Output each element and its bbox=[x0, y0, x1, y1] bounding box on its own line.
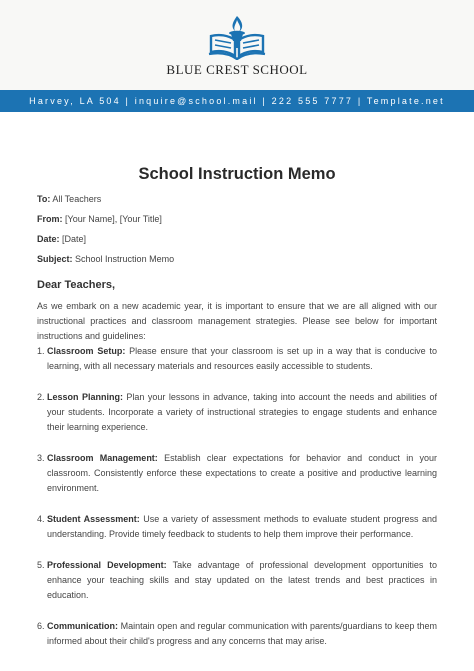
from-value: [Your Name], [Your Title] bbox=[65, 214, 162, 224]
to-line bbox=[37, 189, 437, 209]
from-line bbox=[37, 209, 437, 229]
list-item bbox=[37, 451, 437, 496]
item-number: 2. bbox=[37, 392, 45, 402]
date-label: Date: bbox=[37, 234, 60, 244]
item-number: 6. bbox=[37, 621, 45, 631]
memo-title: School Instruction Memo bbox=[138, 165, 336, 183]
school-logo-icon bbox=[208, 14, 266, 60]
greeting: Dear Teachers, bbox=[37, 279, 116, 291]
item-title: Classroom Management: bbox=[47, 453, 158, 463]
contact-banner: Harvey, LA 504 | inquire@school.mail | 222 555 7777 | Template.net bbox=[0, 90, 474, 112]
memo-meta bbox=[37, 189, 437, 269]
date-line bbox=[37, 229, 437, 249]
memo-content bbox=[0, 165, 474, 655]
list-item bbox=[37, 512, 437, 542]
list-item bbox=[37, 390, 437, 435]
instruction-list bbox=[37, 344, 437, 649]
list-item bbox=[37, 344, 437, 374]
to-label: To: bbox=[37, 194, 51, 204]
item-text: Take advantage of professional development opportunities to enhance your teaching skills and stay updated on the latest trends and best practices in education. bbox=[47, 560, 438, 600]
item-number: 1. bbox=[37, 346, 45, 356]
list-item bbox=[37, 619, 437, 649]
subject-value: School Instruction Memo bbox=[75, 254, 175, 264]
list-item bbox=[37, 558, 437, 603]
item-text: Plan your lessons in advance, taking into account the needs and abilities of your students. Incorporate a variety of instructional strategies to engage students and enhance their learning experience. bbox=[47, 392, 437, 432]
from-label: From: bbox=[37, 214, 63, 224]
item-title: Professional Development: bbox=[47, 560, 167, 570]
item-title: Communication: bbox=[47, 621, 118, 631]
date-value: [Date] bbox=[62, 234, 87, 244]
item-text: Establish clear expectations for behavior and conduct in your classroom. Consistently enforce these expectations to create a positive and productive learning environment. bbox=[47, 453, 437, 493]
subject-line bbox=[37, 249, 437, 269]
item-number: 4. bbox=[37, 514, 45, 524]
item-text: Use a variety of assessment methods to evaluate student progress and understanding. Provide timely feedback to students to help them improve their performance. bbox=[47, 514, 437, 539]
item-title: Student Assessment: bbox=[47, 514, 140, 524]
to-value: All Teachers bbox=[52, 194, 102, 204]
intro-paragraph: As we embark on a new academic year, it is important to ensure that we are all aligned with our instructional practices and classroom management strategies. Please see below for important instructions and guidelines: bbox=[37, 301, 437, 341]
subject-label: Subject: bbox=[37, 254, 73, 264]
item-title: Classroom Setup: bbox=[47, 346, 126, 356]
school-name: BLUE CREST SCHOOL bbox=[166, 62, 308, 77]
letterhead bbox=[0, 0, 474, 90]
item-text: Please ensure that your classroom is set up in a way that is conducive to learning, with all necessary materials and resources easily accessible to students. bbox=[47, 346, 437, 371]
item-text: Maintain open and regular communication with parents/guardians to keep them informed about their child's progress and any concerns that may arise. bbox=[47, 621, 437, 646]
item-number: 5. bbox=[37, 560, 45, 570]
item-number: 3. bbox=[37, 453, 45, 463]
item-title: Lesson Planning: bbox=[47, 392, 123, 402]
